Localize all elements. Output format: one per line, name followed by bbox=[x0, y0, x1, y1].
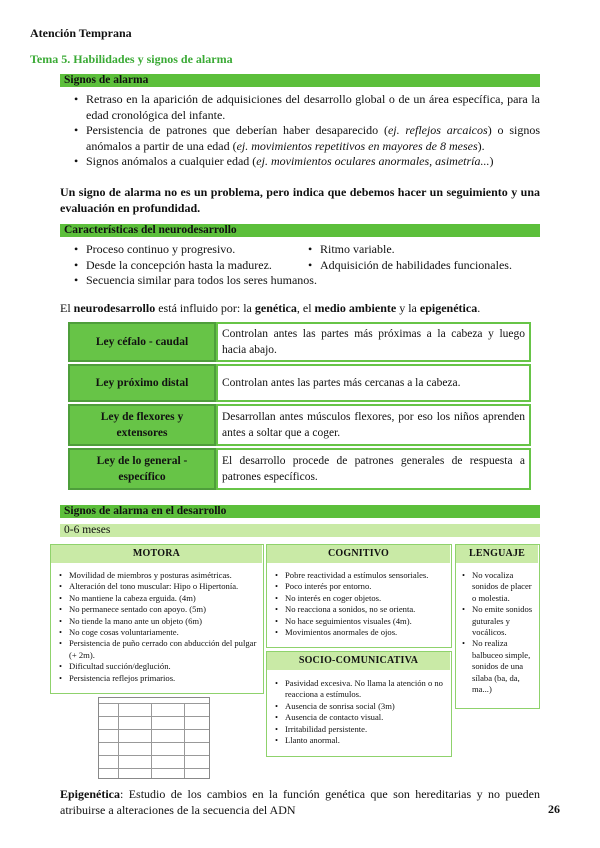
cognitivo-list bbox=[273, 570, 449, 638]
list-item: • Ritmo variable. bbox=[306, 242, 540, 258]
course-title: Atención Temprana bbox=[30, 26, 132, 40]
list-item: • No interés en coger objetos. bbox=[273, 593, 449, 604]
list-item: • Adquisición de habilidades funcionales. bbox=[306, 258, 540, 274]
list-item: • Poco interés por entorno. bbox=[273, 581, 449, 592]
list-item: • Secuencia similar para todos los seres humanos. bbox=[72, 273, 322, 289]
lenguaje-card bbox=[455, 544, 540, 709]
list-item: • Alteración del tono muscular: Hipo o Hipertonía. bbox=[57, 581, 257, 592]
age-range-bar: 0-6 meses bbox=[60, 524, 540, 537]
list-item: • Pobre reactividad a estímulos sensoriales. bbox=[273, 570, 449, 581]
motora-card bbox=[50, 544, 264, 694]
epigenetics-text: Epigenética: Estudio de los cambios en la función genética que son hereditarias y no pueden atribuirse a alteraciones de la secuencia del ADN bbox=[60, 787, 540, 817]
list-item: • No hace seguimientos visuales (4m). bbox=[273, 616, 449, 627]
list-item: • No vocaliza sonidos de placer o molestia. bbox=[460, 570, 536, 604]
law-name: Ley de flexores y extensores bbox=[68, 404, 216, 446]
page-number: 26 bbox=[548, 802, 560, 816]
law-description: Controlan antes las partes más próximas a la cabeza y luego hacia abajo. bbox=[216, 322, 531, 362]
list-item: • No coge cosas voluntariamente. bbox=[57, 627, 257, 638]
list-item: • Pasividad excesiva. No llama la atención o no reacciona a estímulos. bbox=[273, 678, 449, 701]
list-item: • Movilidad de miembros y posturas asimétricas. bbox=[57, 570, 257, 581]
socio-title: SOCIO-COMUNICATIVA bbox=[267, 652, 450, 670]
list-item: • Retraso en la aparición de adquisiciones del desarrollo global o de un área específica, para la edad cronológica del infante. bbox=[72, 92, 540, 123]
motora-title: MOTORA bbox=[51, 545, 262, 563]
list-item: • Persistencia de puño cerrado con abducción del pulgar (+ 2m). bbox=[57, 638, 257, 661]
socio-list bbox=[273, 678, 449, 746]
motora-list bbox=[57, 570, 257, 684]
list-item: • No reacciona a sonidos, no se orienta. bbox=[273, 604, 449, 615]
lenguaje-title: LENGUAJE bbox=[456, 545, 538, 563]
list-item: • Persistencia de patrones que deberían haber desaparecido (ej. reflejos arcaicos) o signos anómalos a partir de una edad (ej. movimientos repetitivos en mayores de 8 meses). bbox=[72, 123, 540, 154]
dev-signs-heading: Signos de alarma en el desarrollo bbox=[60, 505, 540, 518]
list-item: • Desde la concepción hasta la madurez. bbox=[72, 258, 322, 274]
neuro-list-col2 bbox=[306, 242, 540, 273]
list-item: • No permanece sentado con apoyo. (5m) bbox=[57, 604, 257, 615]
list-item: • No tiende la mano ante un objeto (6m) bbox=[57, 616, 257, 627]
table-thumbnail-image bbox=[98, 697, 210, 779]
neuro-heading: Características del neurodesarrollo bbox=[60, 224, 540, 237]
law-name: Ley céfalo - caudal bbox=[68, 322, 216, 362]
list-item: • Proceso continuo y progresivo. bbox=[72, 242, 322, 258]
topic-title: Tema 5. Habilidades y signos de alarma bbox=[30, 52, 233, 66]
alarm-note: Un signo de alarma no es un problema, pero indica que debemos hacer un seguimiento y una evaluación en profundidad. bbox=[60, 185, 540, 215]
law-description: Desarrollan antes músculos flexores, por eso los niños aprenden antes a soltar que a coger. bbox=[216, 404, 531, 446]
alarm-signs-list bbox=[72, 92, 540, 170]
list-item: • No emite sonidos guturales y vocálicos. bbox=[460, 604, 536, 638]
list-item: • Dificultad succión/deglución. bbox=[57, 661, 257, 672]
list-item: • Movimientos anormales de ojos. bbox=[273, 627, 449, 638]
list-item: • No realiza balbuceo simple, sonidos de una sílaba (ba, da, ma...) bbox=[460, 638, 536, 695]
alarm-signs-heading: Signos de alarma bbox=[60, 74, 540, 87]
lenguaje-list bbox=[460, 570, 536, 695]
socio-card bbox=[266, 651, 452, 757]
law-name: Ley de lo general - específico bbox=[68, 448, 216, 490]
law-description: Controlan antes las partes más cercanas a la cabeza. bbox=[216, 364, 531, 402]
law-description: El desarrollo procede de patrones generales de respuesta a patrones específicos. bbox=[216, 448, 531, 490]
list-item: • Signos anómalos a cualquier edad (ej. movimientos oculares anormales, asimetría...) bbox=[72, 154, 540, 170]
list-item: • No mantiene la cabeza erguida. (4m) bbox=[57, 593, 257, 604]
list-item: • Irritabilidad persistente. bbox=[273, 724, 449, 735]
list-item: • Ausencia de contacto visual. bbox=[273, 712, 449, 723]
list-item: • Ausencia de sonrisa social (3m) bbox=[273, 701, 449, 712]
cognitivo-title: COGNITIVO bbox=[267, 545, 450, 563]
neuro-list-col1 bbox=[72, 242, 322, 289]
cognitivo-card bbox=[266, 544, 452, 648]
influence-text: El neurodesarrollo está influido por: la genética, el medio ambiente y la epigenética. bbox=[60, 301, 481, 315]
list-item: • Llanto anormal. bbox=[273, 735, 449, 746]
law-name: Ley próximo distal bbox=[68, 364, 216, 402]
list-item: • Persistencia reflejos primarios. bbox=[57, 673, 257, 684]
